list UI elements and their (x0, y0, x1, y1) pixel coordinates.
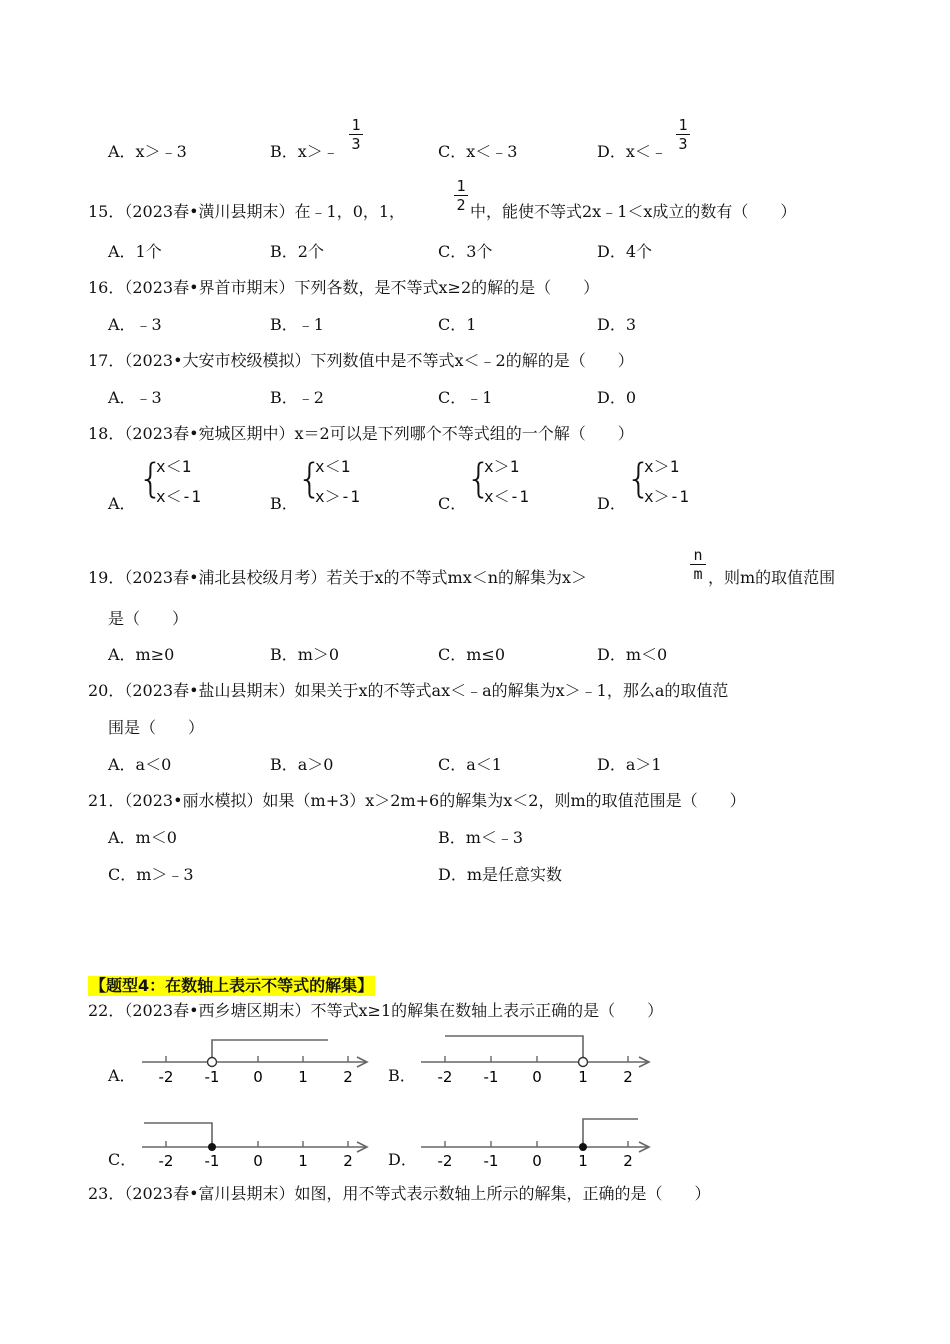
tick-label: -1 (483, 1068, 499, 1086)
q18-b-line1: x＜1 (315, 457, 351, 476)
q19-option-a: A．m≥0 (108, 645, 175, 664)
q19-denominator: m (693, 565, 703, 583)
q20-option-c: C．a＜1 (438, 755, 502, 774)
q18-option-b-brace: { (297, 456, 323, 502)
q18-c-line1: x＞1 (484, 457, 520, 476)
q15-option-d: D．4个 (597, 242, 653, 261)
q19-stem-suffix: ，则m的取值范围 (708, 568, 836, 587)
q21-option-d: D．m是任意实数 (438, 865, 563, 884)
q18-option-d-brace: { (626, 456, 652, 502)
q18-d-line1: x＞1 (644, 457, 680, 476)
q21-option-b: B．m＜﹣3 (438, 828, 524, 847)
number-line-a (142, 1040, 367, 1086)
q22-stem: 22．（2023春•西乡塘区期末）不等式x≥1的解集在数轴上表示正确的是（ ） (88, 1001, 664, 1020)
number-line-c (142, 1123, 367, 1170)
q17-option-b: B．﹣2 (270, 388, 324, 407)
tick-label: -1 (204, 1068, 220, 1086)
tick-label: 1 (298, 1068, 308, 1086)
q19-option-b: B．m＞0 (270, 645, 340, 664)
q19-numerator: n (693, 546, 703, 564)
q22-option-b-label: B． (388, 1066, 416, 1085)
q22-option-a-label: A． (108, 1066, 136, 1085)
q16-option-b: B．﹣1 (270, 315, 324, 334)
tick-label: -1 (204, 1152, 220, 1170)
tick-label: -1 (483, 1152, 499, 1170)
q19-option-c: C．m≤0 (438, 645, 506, 664)
tick-label: 2 (343, 1152, 353, 1170)
tick-label: 0 (532, 1068, 542, 1086)
tick-label: 1 (578, 1068, 588, 1086)
q18-a-line1: x＜1 (156, 457, 192, 476)
q16-option-a: A．﹣3 (108, 315, 162, 334)
q17-stem: 17．（2023•大安市校级模拟）下列数值中是不等式x＜﹣2的解的是（ ） (88, 351, 634, 370)
q16-option-d: D．3 (597, 315, 637, 334)
q21-option-c: C．m＞﹣3 (108, 865, 194, 884)
number-line-d (421, 1119, 649, 1170)
q14-d-numerator: 1 (678, 116, 688, 134)
q20-option-d: D．a＞1 (597, 755, 662, 774)
q22-option-d-label: D． (388, 1150, 417, 1169)
q20-option-b: B．a＞0 (270, 755, 334, 774)
tick-label: 2 (623, 1152, 633, 1170)
q19-option-d: D．m＜0 (597, 645, 668, 664)
tick-label: 2 (343, 1068, 353, 1086)
section-heading: 【题型4：在数轴上表示不等式的解集】 (90, 976, 374, 995)
q18-option-b-label: B． (270, 494, 298, 513)
tick-label: 0 (253, 1152, 263, 1170)
q18-option-c-brace: { (466, 456, 492, 502)
tick-label: -2 (158, 1068, 174, 1086)
q15-numerator: 1 (456, 177, 466, 195)
tick-label: -2 (437, 1068, 453, 1086)
q18-b-line2: x＞-1 (315, 487, 360, 506)
q16-option-c: C．1 (438, 315, 477, 334)
q18-c-line2: x＜-1 (484, 487, 529, 506)
q21-stem: 21．（2023•丽水模拟）如果（m+3）x＞2m+6的解集为x＜2，则m的取值范围是（ ） (88, 791, 746, 810)
q14-option-b: B．x＞﹣ (270, 142, 339, 161)
q14-option-c: C．x＜﹣3 (438, 142, 518, 161)
q19-stem-prefix: 19．（2023春•浦北县校级月考）若关于x的不等式mx＜n的解集为x＞ (88, 568, 588, 587)
q15-denominator: 2 (456, 196, 466, 214)
open-circle-icon (208, 1058, 217, 1067)
tick-label: 1 (578, 1152, 588, 1170)
q18-option-d-label: D． (597, 494, 626, 513)
q20-stem: 20．（2023春•盐山县期末）如果关于x的不等式ax＜﹣a的解集为x＞﹣1，那么a的取值范 (88, 681, 729, 700)
q14-option-d: D．x＜﹣ (597, 142, 667, 161)
tick-label: -2 (437, 1152, 453, 1170)
q18-stem: 18．（2023春•宛城区期中）x＝2可以是下列哪个不等式组的一个解（ ） (88, 424, 634, 443)
tick-label: 0 (532, 1152, 542, 1170)
q17-option-c: C．﹣1 (438, 388, 493, 407)
q15-stem-prefix: 15．（2023春•潢川县期末）在﹣1，0，1， (88, 202, 406, 221)
q19-stem-line2: 是（ ） (108, 609, 189, 628)
q23-stem: 23．（2023春•富川县期末）如图，用不等式表示数轴上所示的解集，正确的是（ ） (88, 1184, 711, 1203)
q15-option-b: B．2个 (270, 242, 324, 261)
q18-a-line2: x＜-1 (156, 487, 201, 506)
q22-option-c-label: C． (108, 1150, 137, 1169)
tick-label: -2 (158, 1152, 174, 1170)
q17-option-a: A．﹣3 (108, 388, 162, 407)
tick-label: 0 (253, 1068, 263, 1086)
q17-option-d: D．0 (597, 388, 637, 407)
tick-label: 1 (298, 1152, 308, 1170)
q14-d-denominator: 3 (678, 135, 688, 153)
q14-b-numerator: 1 (351, 116, 361, 134)
q18-option-a-label: A． (108, 494, 136, 513)
number-line-b (421, 1036, 649, 1086)
tick-label: 2 (623, 1068, 633, 1086)
q21-option-a: A．m＜0 (108, 828, 177, 847)
open-circle-icon (579, 1058, 588, 1067)
filled-dot-icon (208, 1143, 216, 1151)
q18-option-a-brace: { (138, 456, 164, 502)
q15-option-a: A．1个 (108, 242, 162, 261)
q18-d-line2: x＞-1 (644, 487, 689, 506)
q20-stem-line2: 围是（ ） (108, 718, 205, 737)
q15-option-c: C．3个 (438, 242, 493, 261)
q20-option-a: A．a＜0 (108, 755, 172, 774)
q14-option-a: A．x＞﹣3 (108, 142, 187, 161)
q14-b-denominator: 3 (351, 135, 361, 153)
q16-stem: 16．（2023春•界首市期末）下列各数，是不等式x≥2的解的是（ ） (88, 278, 600, 297)
q18-option-c-label: C． (438, 494, 467, 513)
filled-dot-icon (579, 1143, 587, 1151)
q15-stem-suffix: 中，能使不等式2x﹣1＜x成立的数有（ ） (470, 202, 797, 221)
